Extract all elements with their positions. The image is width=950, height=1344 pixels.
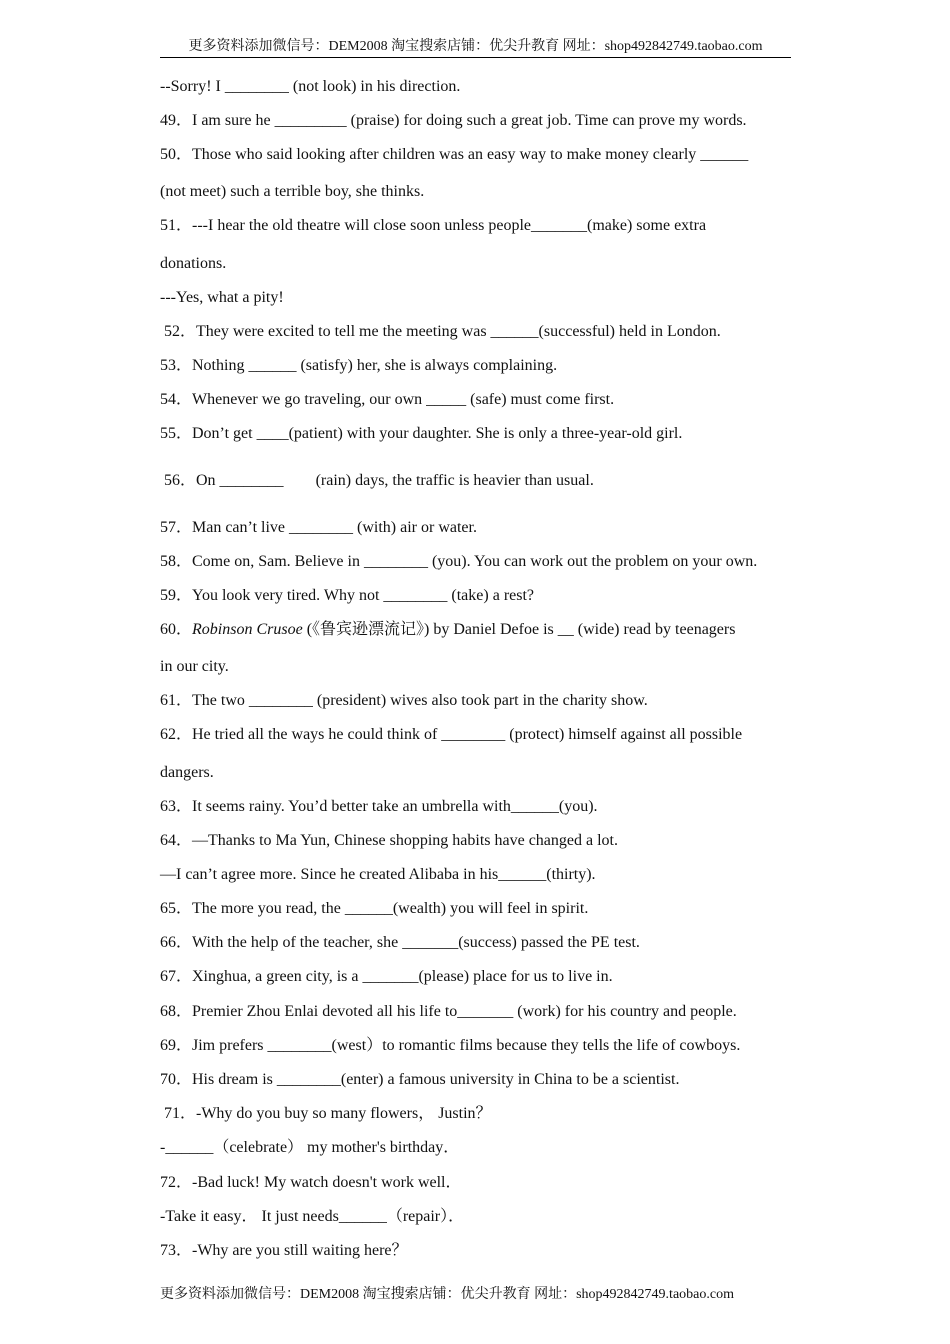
question-51-reply: ---Yes, what a pity! <box>160 289 284 306</box>
question-53: 53．Nothing ______ (satisfy) her, she is always complaining. <box>160 357 558 374</box>
question-63: 63．It seems rainy. You’d better take an umbrella with______(you). <box>160 798 598 815</box>
question-57: 57．Man can’t live ________ (with) air or water. <box>160 519 477 536</box>
question-54: 54．Whenever we go traveling, our own _____ (safe) must come first. <box>160 391 615 408</box>
question-56 <box>164 471 594 491</box>
question-61: 61．The two ________ (president) wives also took part in the charity show. <box>160 692 648 709</box>
question-73: 73．-Why are you still waiting here？ <box>160 1242 408 1259</box>
question-70: 70．His dream is ________(enter) a famous university in China to be a scientist. <box>160 1071 680 1088</box>
question-72-reply: -Take it easy． It just needs______（repair）． <box>160 1208 465 1225</box>
question-71-reply: -______（celebrate） my mother's birthday． <box>160 1139 460 1156</box>
question-60 <box>160 620 735 640</box>
question-65: 65．The more you read, the ______(wealth) you will feel in spirit. <box>160 900 589 917</box>
question-60-cont: in our city. <box>160 658 229 675</box>
question-56-end: (rain) days, the traffic is heavier than usual. <box>315 472 594 489</box>
page-header: 更多资料添加微信号：DEM2008 淘宝搜索店铺：优尖升教育 网址：shop492842749.taobao.com <box>160 38 791 58</box>
question-50-cont: (not meet) such a terrible boy, she thinks. <box>160 183 425 200</box>
question-50: 50．Those who said looking after children was an easy way to make money clearly ______ <box>160 146 749 163</box>
question-59: 59．You look very tired. Why not ________ (take) a rest? <box>160 587 535 604</box>
question-62-cont: dangers. <box>160 764 214 781</box>
question-60-number: 60． <box>160 621 193 638</box>
question-55: 55．Don’t get ____(patient) with your daughter. She is only a three-year-old girl. <box>160 425 683 442</box>
question-64: 64．—Thanks to Ma Yun, Chinese shopping habits have changed a lot. <box>160 832 619 849</box>
question-51: 51．---I hear the old theatre will close soon unless people_______(make) some extra <box>160 217 707 234</box>
question-69: 69．Jim prefers ________(west）to romantic films because they tells the life of cowboys. <box>160 1037 741 1054</box>
question-66: 66．With the help of the teacher, she _______(success) passed the PE test. <box>160 934 640 951</box>
question-62: 62．He tried all the ways he could think of ________ (protect) himself against all possible <box>160 726 743 743</box>
question-56-start: 56．On ________ <box>164 472 284 489</box>
question-52: 52．They were excited to tell me the meeting was ______(successful) held in London. <box>164 323 721 340</box>
question-72: 72．-Bad luck! My watch doesn't work well． <box>160 1174 462 1191</box>
question-60-text: (《鲁宾逊漂流记》) by Daniel Defoe is __ (wide) read by teenagers <box>302 621 736 638</box>
book-title: Robinson Crusoe <box>192 621 303 638</box>
question-line: --Sorry! I ________ (not look) in his direction. <box>160 78 461 95</box>
question-64-reply: —I can’t agree more. Since he created Alibaba in his______(thirty). <box>160 866 596 883</box>
question-67: 67．Xinghua, a green city, is a _______(please) place for us to live in. <box>160 968 613 985</box>
question-68: 68．Premier Zhou Enlai devoted all his life to_______ (work) for his country and people. <box>160 1003 737 1020</box>
question-58: 58．Come on, Sam. Believe in ________ (you). You can work out the problem on your own. <box>160 553 758 570</box>
page-footer: 更多资料添加微信号：DEM2008 淘宝搜索店铺：优尖升教育 网址：shop492842749.taobao.com <box>160 1287 734 1302</box>
question-49: 49．I am sure he _________ (praise) for doing such a great job. Time can prove my words. <box>160 112 747 129</box>
question-51-cont: donations. <box>160 255 227 272</box>
question-71: 71．-Why do you buy so many flowers， Justin？ <box>164 1105 492 1122</box>
